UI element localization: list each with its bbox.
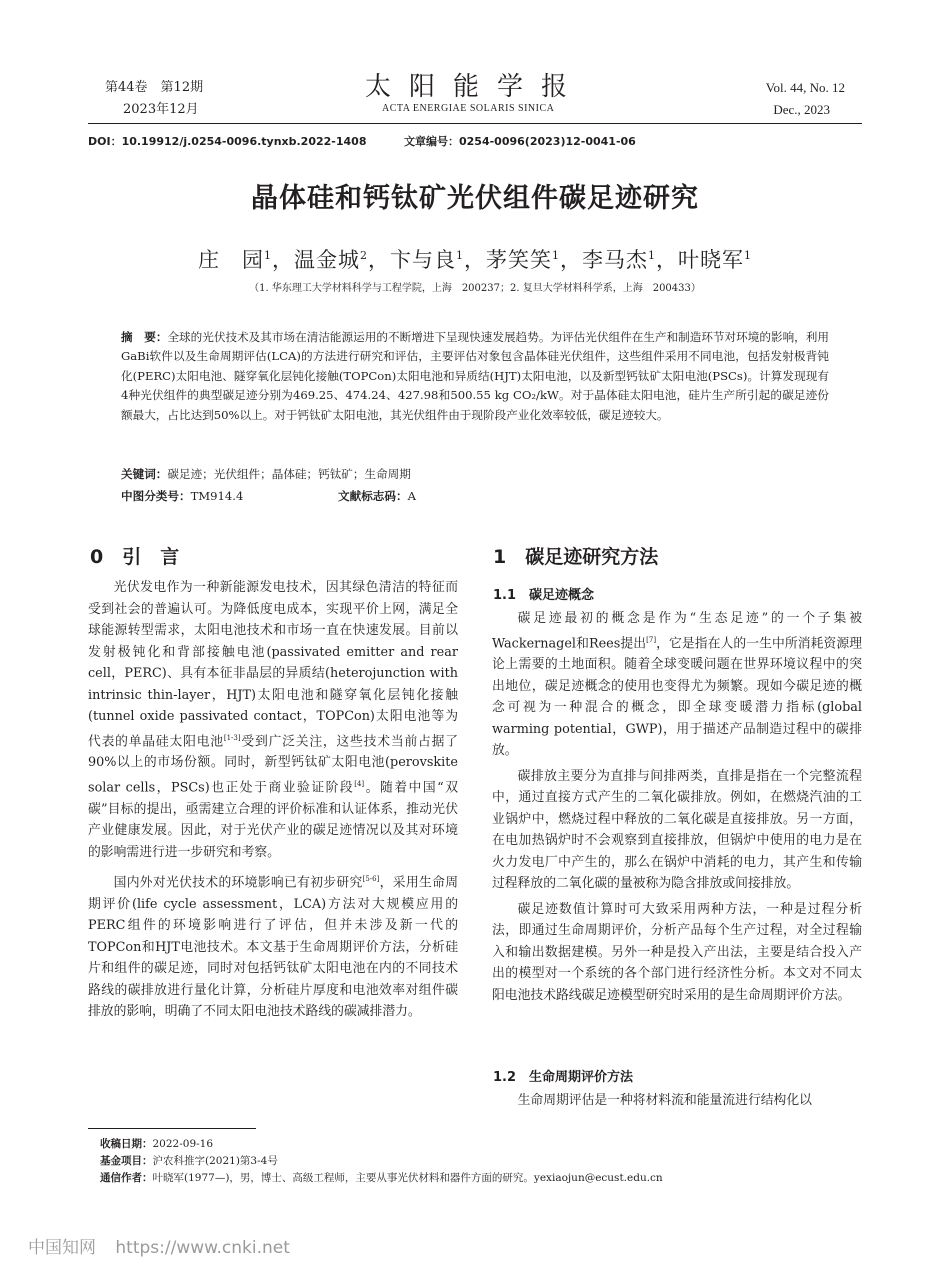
fund-value: 沪农科推字(2021)第3-4号 [152, 1155, 278, 1167]
clc-value: TM914.4 [190, 489, 244, 503]
keywords [121, 465, 411, 484]
header-date-en: Dec., 2023 [773, 102, 830, 117]
concept-paragraph-1 [492, 608, 862, 762]
left-column [88, 577, 458, 1023]
citation-4: [4] [354, 779, 365, 788]
subsection-1-1-heading: 1.1 碳足迹概念 [493, 588, 595, 603]
paper-title: 晶体硅和钙钛矿光伏组件碳足迹研究 [251, 183, 699, 214]
header-rule [88, 123, 862, 124]
intro-p2-part-a: 国内外对光伏技术的环境影响已有初步研究 [113, 875, 363, 891]
keywords-label: 关键词： [121, 467, 168, 481]
doc-code-label: 文献标志码： [338, 489, 408, 503]
author-name: 李马杰 [582, 248, 648, 272]
corresponding-author [100, 1170, 860, 1187]
cnki-logo-text: 中国知网 [28, 1238, 96, 1258]
author-separator: ， [368, 248, 390, 272]
corr-value: 叶晓军(1977—)，男，博士、高级工程师，主要从事光伏材料和器件方面的研究。yexiaojun@ecust.edu.cn [152, 1172, 663, 1184]
cnki-url[interactable]: https://www.cnki.net [115, 1238, 290, 1258]
author-affiliation-mark: 1 [264, 249, 272, 262]
clc-label: 中图分类号： [121, 489, 191, 503]
author-name: 叶晓军 [678, 248, 744, 272]
affiliation-text: （1. 华东理工大学材料科学与工程学院，上海 200237；2. 复旦大学材料科学系，上海 200433） [249, 283, 701, 294]
fund-label: 基金项目： [100, 1155, 153, 1167]
author-separator: ， [656, 248, 678, 272]
doc-code [338, 487, 416, 506]
footnote [100, 1136, 860, 1187]
citation-7: [7] [646, 635, 657, 644]
intro-p1-part-a: 光伏发电作为一种新能源发电技术，因其绿色清洁的特征而受到社会的普遍认可。为降低度电成本，实现平价上网，满足全球能源转型需求，太阳电池技术和市场一直在快速发展。目前以发射极钝化和背部接触电池(passivated emitter and rear cell，PERC)、具有本征非晶层的异质结(heterojunction with intrinsic thin-layer，HJT)太阳电池和隧穿氧化层钝化接触(tunnel oxide passivated contact，TOPCon)太阳电池等为代表的单晶硅太阳电池 [88, 580, 458, 749]
author-affiliation-mark: 1 [456, 249, 464, 262]
author-name: 茅笑笑 [486, 248, 552, 272]
concept-p1-part-a: 碳足迹最初的概念是作为“生态足迹”的一个子集被Wackernagel和Rees提出 [492, 611, 862, 651]
doc-code-value: A [407, 489, 416, 503]
author-separator: ， [560, 248, 582, 272]
cnki-watermark [28, 1233, 290, 1258]
author-affiliation-mark: 1 [552, 249, 560, 262]
section-1-heading: 1 碳足迹研究方法 [493, 546, 659, 568]
intro-p1-part-c: 。随着中国“双碳”目标的提出，亟需建立合理的评价标准和认证体系，推动光伏产业健康发展。因此，对于光伏产业的碳足迹情况以及其对环境的影响需进行进一步研究和考察。 [88, 780, 458, 860]
author-separator: ， [272, 248, 294, 272]
concept-paragraph-2: 碳排放主要分为直排与间排两类，直排是指在一个完整流程中，通过直接方式产生的二氧化碳排放。例如，在燃烧汽油的工业锅炉中，燃烧过程中释放的二氧化碳是直接排放。另一方面，在电加热锅炉时不会观察到直接排放，但锅炉中使用的电力是在火力发电厂中产生的，那么在锅炉中消耗的电力，其产生和传输过程释放的二氧化碳的量被称为隐含排放或间接排放。 [492, 768, 862, 892]
journal-title-cn: 太阳能学报 [365, 72, 586, 102]
corr-label: 通信作者： [100, 1172, 153, 1184]
intro-paragraph-2 [88, 869, 458, 1023]
fund-project [100, 1153, 860, 1170]
received-date [100, 1136, 860, 1153]
header-volume-en: Vol. 44, No. 12 [765, 80, 845, 95]
author-name: 庄 园 [198, 248, 264, 272]
keywords-text: 碳足迹；光伏组件；晶体硅；钙钛矿；生命周期 [167, 467, 411, 481]
title-wrap [0, 176, 950, 215]
author-name: 卞与良 [390, 248, 456, 272]
concept-p1-part-b: ，它是指在人的一生中所消耗资源理论上需要的土地面积。随着全球变暖问题在世界环境议程中的突出地位，碳足迹概念的使用也变得尤为频繁。现如今碳足迹的概念可视为一种混合的概念，即全球变暖潜力指标(global warming potential，GWP)，用于描述产品制造过程中的碳排放。 [492, 635, 863, 759]
citation-5-6: [5-6] [362, 875, 380, 884]
clc-number [121, 487, 243, 506]
header-date-cn: 2023年12月 [123, 102, 199, 117]
intro-p2-part-b: ，采用生命周期评价(life cycle assessment，LCA)方法对大规模应用的PERC组件的环境影响进行了评估，但并未涉及新一代的TOPCon和HJT电池技术。本文基于生命周期评价方法，分析硅片和组件的碳足迹，同时对包括钙钛矿太阳电池在内的不同技术路线的碳排放进行量化计算，分析硅片厚度和电池效率对组件碳排放的影响，明确了不同太阳电池技术路线的碳减排潜力。 [88, 875, 459, 1020]
abstract-text: 全球的光伏技术及其市场在清洁能源运用的不断增进下呈现快速发展趋势。为评估光伏组件在生产和制造环节对环境的影响，利用GaBi软件以及生命周期评估(LCA)的方法进行研究和评估，主要评估对象包含晶体硅光伏组件，这些组件采用不同电池，包括发射极背钝化(PERC)太阳电池、隧穿氧化层钝化接触(TOPCon)太阳电池和异质结(HJT)太阳电池，以及新型钙钛矿太阳电池(PSCs)。计算发现现有4种光伏组件的典型碳足迹分别为469.25、474.24、427.98和500.55 kg CO₂/kW。对于晶体硅太阳电池，硅片生产所引起的碳足迹份额最大，占比达到50%以上。对于钙钛矿太阳电池，其光伏组件由于现阶段产业化效率较低，碳足迹较大。 [121, 330, 829, 422]
abstract-label: 摘 要： [121, 330, 168, 344]
received-value: 2022-09-16 [152, 1138, 214, 1150]
citation-1-3: [1-3] [223, 733, 241, 742]
right-column-part-1 [492, 608, 862, 1006]
section-0-heading: 0 引 言 [90, 546, 180, 568]
received-label: 收稿日期： [100, 1138, 153, 1150]
subsection-1-2-heading: 1.2 生命周期评价方法 [493, 1070, 634, 1085]
author-affiliation-mark: 1 [744, 249, 752, 262]
right-column-part-2 [492, 1090, 862, 1112]
affiliation [0, 279, 950, 294]
header-volume-issue: 第44卷 第12期 [105, 80, 204, 95]
author-affiliation-mark: 2 [360, 249, 368, 262]
author-list [0, 244, 950, 274]
doi: DOI：10.19912/j.0254-0096.tynxb.2022-1408 [88, 135, 367, 148]
journal-title-en: ACTA ENERGIAE SOLARIS SINICA [382, 103, 555, 114]
intro-paragraph-1 [88, 577, 458, 863]
lca-paragraph-1: 生命周期评估是一种将材料流和能量流进行结构化以 [517, 1093, 812, 1108]
author-separator: ， [464, 248, 486, 272]
author-name: 温金城 [294, 248, 360, 272]
intro-p1-part-b: 受到广泛关注，这些技术当前占据了90%以上的市场份额。同时，新型钙钛矿太阳电池(perovskite solar cells，PSCs)也正处于商业验证阶段 [88, 733, 459, 796]
article-number: 文章编号：0254-0096(2023)12-0041-06 [404, 135, 636, 148]
footnote-rule [88, 1128, 256, 1129]
author-affiliation-mark: 1 [648, 249, 656, 262]
concept-paragraph-3: 碳足迹数值计算时可大致采用两种方法，一种是过程分析法，即通过生命周期评价，分析产品每个生产过程，对全过程输入和输出数据建模。另外一种是投入产出法，主要是结合投入产出的模型对一个系统的各个部门进行经济性分析。本文对不同太阳电池技术路线碳足迹模型研究时采用的是生命周期评价方法。 [492, 901, 862, 1003]
abstract [121, 328, 829, 425]
